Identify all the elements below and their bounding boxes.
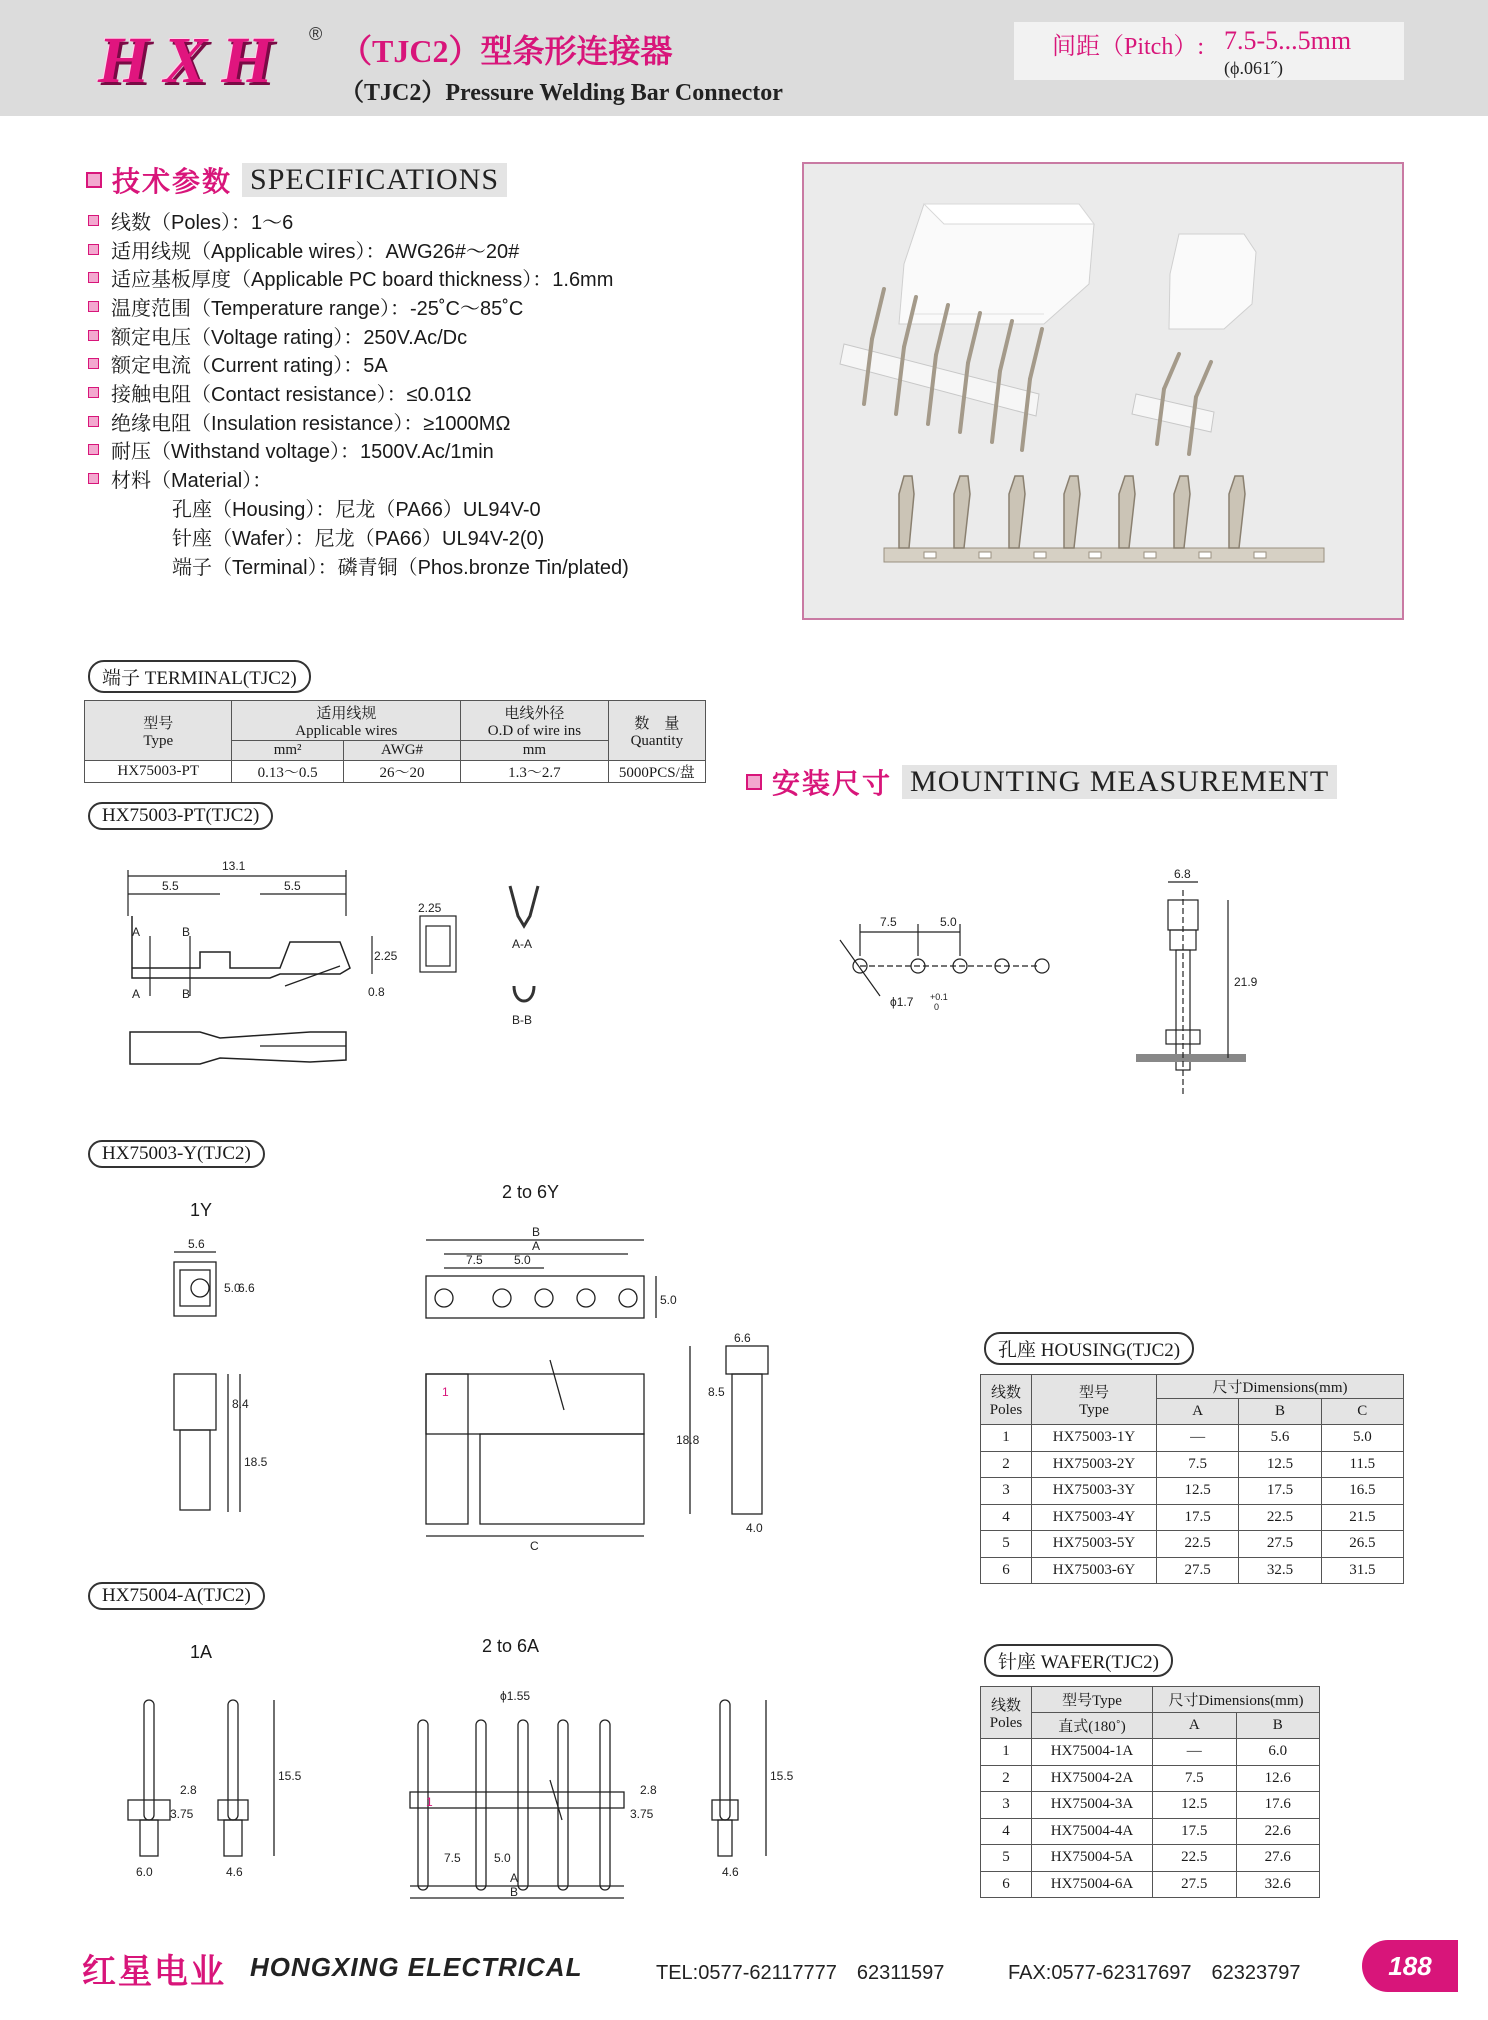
dim-label: A <box>132 987 141 1001</box>
dim-label: B <box>182 925 191 939</box>
dim-label: 4.6 <box>722 1865 739 1879</box>
table-cell: HX75003-4Y <box>1032 1504 1157 1531</box>
footer-telephone: TEL:0577-62117777 62311597 <box>656 1962 945 1984</box>
table-row <box>981 1871 1320 1898</box>
table-cell: 7.5 <box>1153 1765 1237 1792</box>
specifications-heading-cn: 技术参数 <box>112 166 233 197</box>
table-cell: 3 <box>981 1478 1032 1505</box>
dim-label: 6.8 <box>1174 867 1191 881</box>
spec-text: 材料（Material）： <box>111 470 273 493</box>
dim-label: A <box>510 1871 519 1885</box>
dim-label: A <box>532 1239 541 1253</box>
dim-label: B <box>510 1885 519 1899</box>
table-cell: 12.5 <box>1239 1451 1321 1478</box>
col-a: A <box>1153 1713 1237 1739</box>
dim-label: 6.0 <box>136 1865 153 1879</box>
bullet-icon <box>88 330 99 341</box>
table-cell: 12.6 <box>1236 1765 1320 1792</box>
table-cell: HX75004-6A <box>1032 1871 1153 1898</box>
table-cell: 6 <box>981 1557 1032 1584</box>
col-applicable-wires: 适用线规 Applicable wires <box>232 701 461 741</box>
col-type: 型号 Type <box>85 701 232 761</box>
one-a-caption: 1A <box>190 1642 213 1662</box>
dim-label: 5.5 <box>284 879 301 893</box>
table-cell: HX75003-2Y <box>1032 1451 1157 1478</box>
pitch-label: 间距（Pitch）: <box>1052 34 1205 60</box>
dim-label: 2.25 <box>418 901 442 915</box>
bullet-icon <box>88 444 99 455</box>
dim-label: 3.75 <box>170 1807 194 1821</box>
table-row <box>981 1425 1404 1452</box>
table-cell: HX75004-3A <box>1032 1792 1153 1819</box>
wafer-table <box>980 1686 1320 1898</box>
table-cell: 22.5 <box>1239 1504 1321 1531</box>
dim-label: 6.6 <box>238 1281 255 1295</box>
footer-brand-cn: 红星电业 <box>82 1953 226 1991</box>
spec-text: 额定电流（Current rating）：5A <box>111 355 388 378</box>
bullet-icon <box>88 215 99 226</box>
table-cell: HX75004-4A <box>1032 1818 1153 1845</box>
col-poles: 线数 Poles <box>981 1687 1032 1739</box>
dim-label: C <box>530 1539 539 1553</box>
spec-text: 线数（Poles）：1～6 <box>111 211 294 234</box>
table-cell: HX75003-6Y <box>1032 1557 1157 1584</box>
mounting-heading-en: MOUNTING MEASUREMENT <box>902 765 1337 799</box>
table-cell: 6.0 <box>1236 1739 1320 1766</box>
col-dimensions: 尺寸Dimensions(mm) <box>1157 1375 1404 1399</box>
dim-label: 4.0 <box>746 1521 763 1535</box>
dim-label: 2.8 <box>180 1783 197 1797</box>
registered-mark: ® <box>309 24 323 44</box>
spec-item <box>88 436 788 465</box>
dim-label: 3.75 <box>630 1807 654 1821</box>
dim-label: 7.5 <box>444 1851 461 1865</box>
table-cell: HX75004-1A <box>1032 1739 1153 1766</box>
table-cell: 1 <box>981 1739 1032 1766</box>
dim-label: +0.1 <box>930 992 948 1002</box>
table-cell: 17.6 <box>1236 1792 1320 1819</box>
dim-label: 5.0 <box>494 1851 511 1865</box>
col-type: 型号Type <box>1032 1687 1153 1713</box>
table-cell: 5.6 <box>1239 1425 1321 1452</box>
bullet-icon <box>88 473 99 484</box>
col-dimensions: 尺寸Dimensions(mm) <box>1153 1687 1320 1713</box>
table-cell: HX75003-5Y <box>1032 1531 1157 1558</box>
spec-text: 接触电阻（Contact resistance）：≤0.01Ω <box>111 383 472 406</box>
bullet-icon <box>88 272 99 283</box>
dim-label: 7.5 <box>466 1253 483 1267</box>
dim-label: 5.0 <box>514 1253 531 1267</box>
table-row <box>981 1557 1404 1584</box>
heading-square-icon <box>746 774 762 790</box>
spec-text: 额定电压（Voltage rating）：250V.Ac/Dc <box>111 326 468 349</box>
col-type: 型号 Type <box>1032 1375 1157 1425</box>
housing-table <box>980 1374 1404 1584</box>
col-straight: 直式(180˚) <box>1032 1713 1153 1739</box>
bullet-icon <box>88 387 99 398</box>
table-cell: 22.6 <box>1236 1818 1320 1845</box>
specifications-list <box>88 206 788 580</box>
page-header <box>0 0 1488 116</box>
spec-item <box>88 235 788 264</box>
pitch-value: 7.5-5...5mm <box>1224 26 1352 55</box>
table-cell: HX75004-5A <box>1032 1845 1153 1872</box>
table-cell: — <box>1157 1425 1239 1452</box>
footer-brand-en: HONGXING ELECTRICAL <box>250 1952 583 1982</box>
col-b: B <box>1236 1713 1320 1739</box>
table-cell: 5.0 <box>1321 1425 1403 1452</box>
table-cell: 17.5 <box>1239 1478 1321 1505</box>
dim-label: 5.6 <box>188 1237 205 1251</box>
table-cell: 27.6 <box>1236 1845 1320 1872</box>
dim-label: 0.8 <box>368 985 385 999</box>
connector-illustration <box>804 164 1402 618</box>
table-cell: 6 <box>981 1871 1032 1898</box>
col-poles: 线数 Poles <box>981 1375 1032 1425</box>
table-cell: 3 <box>981 1792 1032 1819</box>
title-chinese: （TJC2）型条形连接器 <box>340 33 673 69</box>
material-item: 端子（Terminal）：磷青铜（Phos.bronze Tin/plated) <box>172 556 629 579</box>
product-photo <box>802 162 1404 620</box>
dim-label: 2.8 <box>640 1783 657 1797</box>
table-cell: 5 <box>981 1531 1032 1558</box>
table-cell: 7.5 <box>1157 1451 1239 1478</box>
spec-item <box>88 349 788 378</box>
dim-label: 1 <box>442 1385 449 1399</box>
dim-label: 8.4 <box>232 1397 249 1411</box>
col-a: A <box>1157 1399 1239 1425</box>
dim-label: 15.5 <box>770 1769 794 1783</box>
two-to-six-y-caption: 2 to 6Y <box>502 1182 560 1202</box>
dim-label: 8.5 <box>708 1385 725 1399</box>
mounting-drawing <box>830 860 1330 1100</box>
spec-item <box>88 378 788 407</box>
table-cell: 4 <box>981 1504 1032 1531</box>
table-cell: 32.6 <box>1236 1871 1320 1898</box>
spec-text: 绝缘电阻（Insulation resistance）：≥1000MΩ <box>111 412 511 435</box>
col-od: 电线外径 O.D of wire ins <box>461 701 608 741</box>
table-cell: 16.5 <box>1321 1478 1403 1505</box>
terminal-label: 端子 TERMINAL(TJC2) <box>88 660 311 693</box>
footer-fax: FAX:0577-62317697 62323797 <box>1008 1962 1301 1984</box>
table-cell: HX75004-2A <box>1032 1765 1153 1792</box>
dim-label: B <box>182 987 191 1001</box>
table-cell: 27.5 <box>1153 1871 1237 1898</box>
bullet-icon <box>88 301 99 312</box>
table-cell: 1 <box>981 1425 1032 1452</box>
table-cell: 27.5 <box>1239 1531 1321 1558</box>
table-cell: 2 <box>981 1765 1032 1792</box>
table-cell: 22.5 <box>1153 1845 1237 1872</box>
dim-label: 15.5 <box>278 1769 302 1783</box>
spec-item <box>88 292 788 321</box>
one-y-caption: 1Y <box>190 1200 213 1220</box>
table-row <box>981 1845 1320 1872</box>
spec-item <box>88 407 788 436</box>
dim-label: 1 <box>426 1795 433 1809</box>
dim-label: 5.0 <box>224 1281 241 1295</box>
pitch-box <box>1014 22 1404 80</box>
table-row <box>981 1504 1404 1531</box>
spec-text: 适用线规（Applicable wires）：AWG26#～20# <box>111 240 520 263</box>
terminal-drawing <box>110 856 590 1096</box>
title-english: （TJC2）Pressure Welding Bar Connector <box>340 80 783 106</box>
spec-item <box>88 263 788 292</box>
dim-label: 21.9 <box>1234 975 1258 989</box>
table-cell: 17.5 <box>1153 1818 1237 1845</box>
table-row <box>981 1739 1320 1766</box>
mounting-heading <box>746 762 1337 802</box>
dim-label: 0 <box>934 1002 940 1012</box>
housing-label: 孔座 HOUSING(TJC2) <box>984 1332 1194 1365</box>
material-item: 针座（Wafer）：尼龙（PA66）UL94V-2(0) <box>172 527 545 550</box>
dim-label: 7.5 <box>880 915 897 929</box>
col-mm: mm <box>461 741 608 761</box>
page-number: 188 <box>1362 1940 1458 1992</box>
dim-label: 18.5 <box>244 1455 268 1469</box>
table-cell: 17.5 <box>1157 1504 1239 1531</box>
bullet-icon <box>88 358 99 369</box>
spec-item <box>88 464 788 493</box>
material-item: 孔座（Housing）：尼龙（PA66）UL94V-0 <box>172 498 541 521</box>
table-cell: — <box>1153 1739 1237 1766</box>
col-b: B <box>1239 1399 1321 1425</box>
bullet-icon <box>88 416 99 427</box>
table-cell: 22.5 <box>1157 1531 1239 1558</box>
spec-text: 温度范围（Temperature range）：-25˚C～85˚C <box>111 297 524 320</box>
table-cell: 12.5 <box>1157 1478 1239 1505</box>
table-cell: HX75003-3Y <box>1032 1478 1157 1505</box>
y-label: HX75003-Y(TJC2) <box>88 1140 265 1168</box>
dim-label: B-B <box>512 1013 533 1027</box>
dim-label: 4.6 <box>226 1865 243 1879</box>
dim-label: 2.25 <box>374 949 398 963</box>
specifications-heading-en: SPECIFICATIONS <box>242 163 507 197</box>
spec-item <box>88 206 788 235</box>
mounting-heading-cn: 安装尺寸 <box>772 768 893 799</box>
bullet-icon <box>88 244 99 255</box>
dim-label: 6.6 <box>734 1331 751 1345</box>
terminal-table <box>84 700 706 783</box>
dim-label: 5.0 <box>660 1293 677 1307</box>
table-row <box>981 1478 1404 1505</box>
spec-item <box>88 321 788 350</box>
table-cell: 11.5 <box>1321 1451 1403 1478</box>
table-row: HX75003-PT 0.13～0.5 26～20 1.3～2.7 5000PCS/盘 <box>85 761 706 783</box>
dim-label: 18.8 <box>676 1433 700 1447</box>
pitch-inch-value: (ϕ.061˝) <box>1224 58 1283 78</box>
spec-text: 适应基板厚度（Applicable PC board thickness）：1.6mm <box>111 269 614 292</box>
dim-label: 5.5 <box>162 879 179 893</box>
table-cell: 4 <box>981 1818 1032 1845</box>
dim-label: 13.1 <box>222 859 246 873</box>
wafer-drawing <box>110 1680 794 1910</box>
col-quantity: 数 量 Quantity <box>608 701 705 761</box>
dim-label: ϕ1.55 <box>500 1689 531 1703</box>
dim-label: 5.0 <box>940 915 957 929</box>
pt-label: HX75003-PT(TJC2) <box>88 802 273 830</box>
two-to-six-a-caption: 2 to 6A <box>482 1636 540 1656</box>
table-cell: 31.5 <box>1321 1557 1403 1584</box>
dim-label: B <box>532 1225 541 1239</box>
table-cell: 2 <box>981 1451 1032 1478</box>
col-mm2: mm² <box>232 741 343 761</box>
table-row <box>981 1451 1404 1478</box>
dim-label: A <box>132 925 141 939</box>
col-c: C <box>1321 1399 1403 1425</box>
wafer-label: 针座 WAFER(TJC2) <box>984 1644 1173 1677</box>
a-label: HX75004-A(TJC2) <box>88 1582 265 1610</box>
table-cell: HX75003-1Y <box>1032 1425 1157 1452</box>
table-cell: 12.5 <box>1153 1792 1237 1819</box>
table-row <box>981 1765 1320 1792</box>
table-row <box>981 1818 1320 1845</box>
spec-text: 耐压（Withstand voltage）：1500V.Ac/1min <box>111 441 494 464</box>
table-cell: 26.5 <box>1321 1531 1403 1558</box>
housing-drawing <box>150 1220 800 1553</box>
dim-label: ϕ1.7 <box>890 995 914 1009</box>
table-cell: 27.5 <box>1157 1557 1239 1584</box>
col-awg: AWG# <box>343 741 460 761</box>
table-row <box>981 1531 1404 1558</box>
brand-logo: HXH <box>98 24 287 97</box>
table-row <box>981 1792 1320 1819</box>
table-cell: 21.5 <box>1321 1504 1403 1531</box>
specifications-heading <box>86 160 507 200</box>
table-cell: 32.5 <box>1239 1557 1321 1584</box>
table-cell: 5 <box>981 1845 1032 1872</box>
dim-label: A-A <box>512 937 533 951</box>
heading-square-icon <box>86 172 102 188</box>
